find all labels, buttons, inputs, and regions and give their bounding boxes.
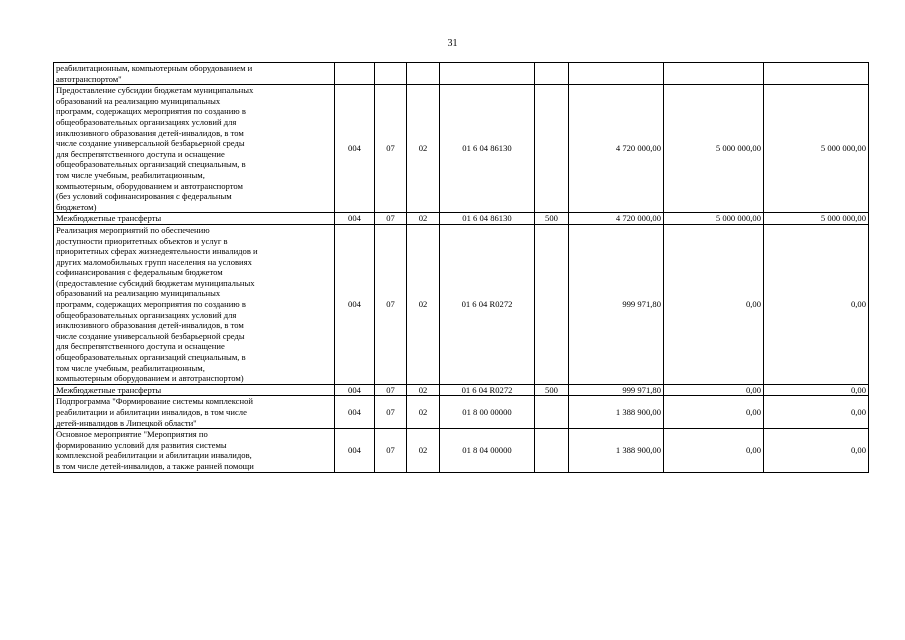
table-cell-target-article: 01 6 04 86130: [440, 213, 535, 225]
table-cell-ministry: 004: [335, 224, 375, 384]
table-cell-sum-year1: 999 971,80: [569, 384, 664, 396]
table-cell-sum-year2: [664, 63, 764, 85]
table-cell-sum-year2: 0,00: [664, 429, 764, 472]
table-cell-sum-year3: 5 000 000,00: [764, 85, 869, 213]
table-cell-name: реабилитационным, компьютерным оборудованием и автотранспортом": [54, 63, 335, 85]
table-row: [54, 63, 869, 85]
table-cell-name: Реализация мероприятий по обеспечению доступности приоритетных объектов и услуг в приоритетных сферах жизнедеятельности инвалидов и других маломобильных групп населения на условиях софинансирования с федеральным бюджетом (предоставление субсидий бюджетам муниципальных образований на реализацию муниципальных программ, содержащих мероприятия по созданию в общеобразовательных организациях условий для инклюзивного образования детей-инвалидов, в том числе создание универсальной безбарьерной среды для беспрепятственного доступа и оснащение общеобразовательных организаций специальным, в том числе учебным, реабилитационным, компьютерным оборудованием и автотранспортом): [54, 224, 335, 384]
table-cell-section: 07: [375, 384, 407, 396]
table-cell-name: Предоставление субсидии бюджетам муниципальных образований на реализацию муниципальных программ, содержащих мероприятия по созданию в общеобразовательных организациях условий для инклюзивного образования детей-инвалидов, в том числе создание универсальной безбарьерной среды для беспрепятственного доступа и оснащение общеобразовательных организаций специальным, в том числе учебным, реабилитационным, компьютерным, оборудованием и автотранспортом (без условий софинансирования с федеральным бюджетом): [54, 85, 335, 213]
table-cell-name: Межбюджетные трансферты: [54, 384, 335, 396]
table-cell-target-article: 01 6 04 R0272: [440, 224, 535, 384]
table-row: [54, 213, 869, 225]
table-cell-sum-year3: [764, 63, 869, 85]
table-cell-sum-year1: 4 720 000,00: [569, 213, 664, 225]
table-cell-expense-type: [535, 63, 569, 85]
table-cell-sum-year1: 1 388 900,00: [569, 396, 664, 429]
page-number: 31: [447, 38, 458, 49]
table-cell-name: Подпрограмма "Формирование системы комплексной реабилитации и абилитации инвалидов, в том числе детей-инвалидов в Липецкой области": [54, 396, 335, 429]
table-row: [54, 429, 869, 472]
table-cell-sum-year2: 0,00: [664, 396, 764, 429]
table-cell-section: 07: [375, 429, 407, 472]
table-cell-subsection: 02: [407, 429, 440, 472]
table-cell-subsection: 02: [407, 224, 440, 384]
table-cell-sum-year3: 0,00: [764, 396, 869, 429]
table-cell-expense-type: [535, 396, 569, 429]
table-cell-sum-year2: 0,00: [664, 224, 764, 384]
table-cell-ministry: 004: [335, 396, 375, 429]
table-row: [54, 384, 869, 396]
table-cell-sum-year3: 0,00: [764, 224, 869, 384]
table-cell-name: Основное мероприятие "Мероприятия по формированию условий для развития системы комплексной реабилитации и абилитации инвалидов, в том числе детей-инвалидов, а также ранней помощи: [54, 429, 335, 472]
table-cell-sum-year1: 1 388 900,00: [569, 429, 664, 472]
table-cell-subsection: 02: [407, 384, 440, 396]
table-cell-section: 07: [375, 213, 407, 225]
table-cell-subsection: 02: [407, 85, 440, 213]
table-cell-ministry: 004: [335, 85, 375, 213]
table-cell-subsection: [407, 63, 440, 85]
table-cell-sum-year2: 5 000 000,00: [664, 213, 764, 225]
table-cell-sum-year1: 999 971,80: [569, 224, 664, 384]
table-cell-subsection: 02: [407, 396, 440, 429]
budget-table: [53, 62, 869, 473]
table-cell-ministry: 004: [335, 429, 375, 472]
table-cell-subsection: 02: [407, 213, 440, 225]
table-cell-section: 07: [375, 224, 407, 384]
table-cell-sum-year1: 4 720 000,00: [569, 85, 664, 213]
table-cell-section: 07: [375, 85, 407, 213]
table-row: [54, 85, 869, 213]
table-cell-target-article: 01 8 00 00000: [440, 396, 535, 429]
table-cell-section: 07: [375, 396, 407, 429]
table-cell-sum-year3: 5 000 000,00: [764, 213, 869, 225]
table-cell-ministry: 004: [335, 384, 375, 396]
table-cell-expense-type: 500: [535, 384, 569, 396]
table-cell-ministry: 004: [335, 213, 375, 225]
table-cell-expense-type: [535, 224, 569, 384]
table-cell-target-article: 01 6 04 R0272: [440, 384, 535, 396]
table-cell-target-article: 01 8 04 00000: [440, 429, 535, 472]
table-cell-name: Межбюджетные трансферты: [54, 213, 335, 225]
table-cell-sum-year2: 5 000 000,00: [664, 85, 764, 213]
table-cell-expense-type: [535, 429, 569, 472]
table-cell-ministry: [335, 63, 375, 85]
table-cell-expense-type: 500: [535, 213, 569, 225]
table-cell-section: [375, 63, 407, 85]
table-cell-sum-year1: [569, 63, 664, 85]
table-cell-expense-type: [535, 85, 569, 213]
table-cell-target-article: [440, 63, 535, 85]
table-row: [54, 396, 869, 429]
table-cell-sum-year3: 0,00: [764, 429, 869, 472]
table-cell-target-article: 01 6 04 86130: [440, 85, 535, 213]
table-row: [54, 224, 869, 384]
table-cell-sum-year2: 0,00: [664, 384, 764, 396]
table-cell-sum-year3: 0,00: [764, 384, 869, 396]
